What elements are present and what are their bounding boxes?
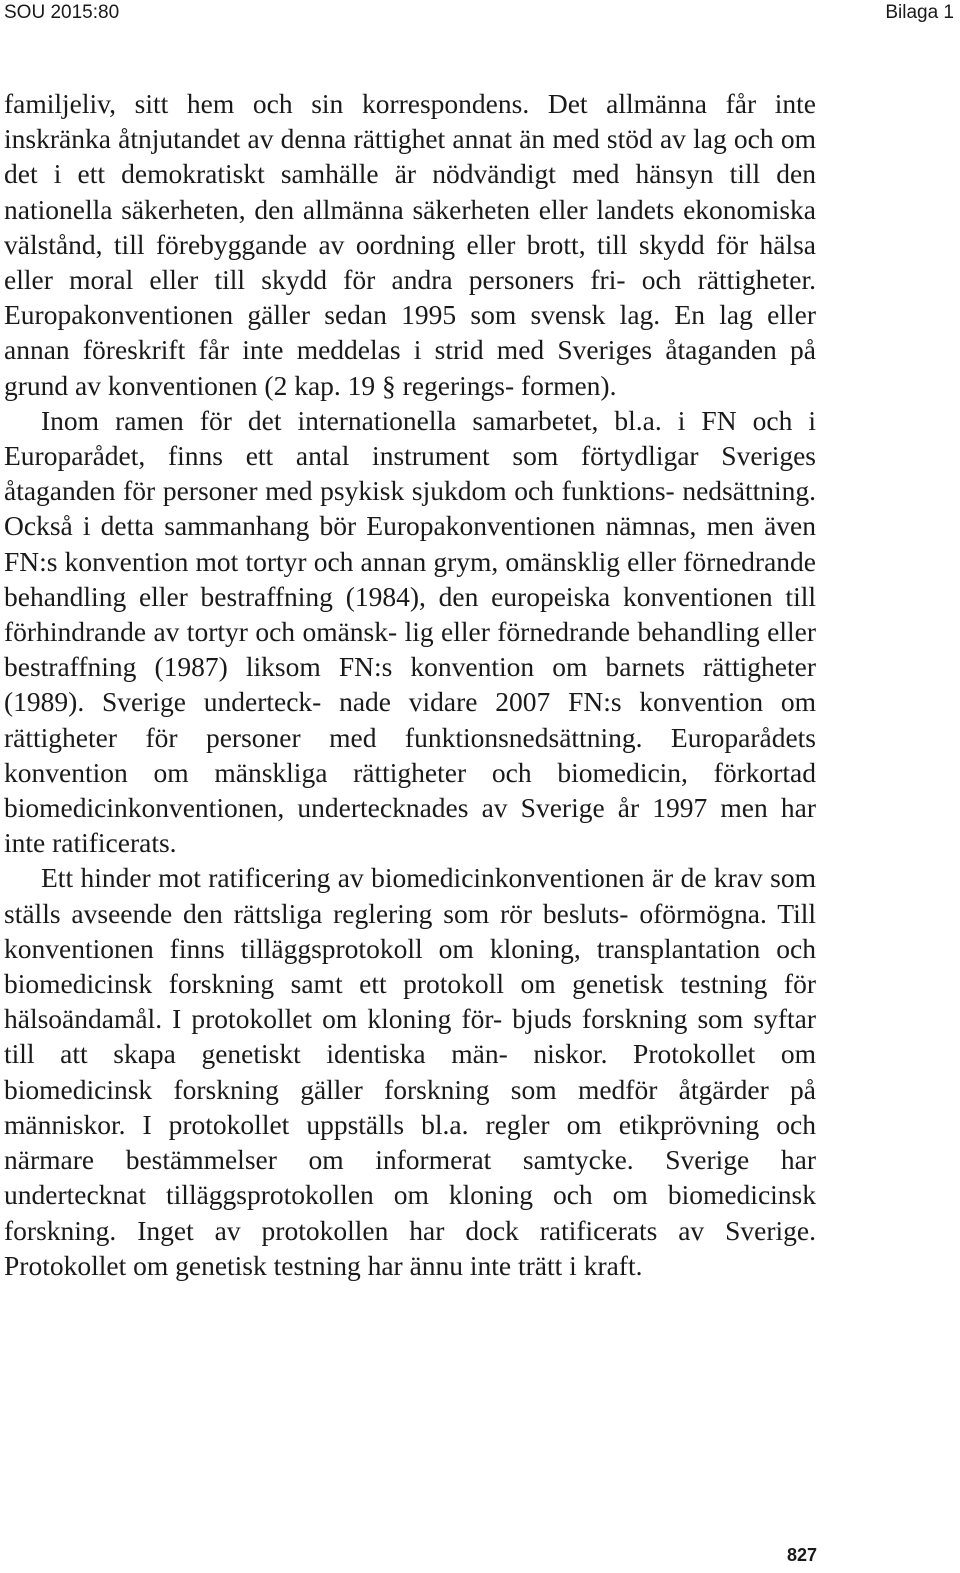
paragraph-3: Ett hinder mot ratificering av biomedicinkonventionen är de krav som ställs avseende den rättsliga reglering som rör besluts- oförmögna. Till konventionen finns tilläggsprotokoll om kloning, transplantation och biomedicinsk forskning samt ett protokoll om genetisk testning för hälsoändamål. I protokollet om kloning för- bjuds forskning som syftar till att skapa genetiskt identiska män- niskor. Protokollet om biomedicinsk forskning gäller forskning som medför åtgärder på människor. I protokollet uppställs bl.a. regler om etikprövning och närmare bestämmelser om informerat samtycke. Sverige har undertecknat tilläggsprotokollen om kloning och om biomedicinsk forskning. Inget av protokollen har dock ratificerats av Sverige. Protokollet om genetisk testning har ännu inte trätt i kraft. bbox=[4, 862, 816, 1281]
body-text bbox=[4, 86, 816, 1283]
paragraph-1: familjeliv, sitt hem och sin korrespondens. Det allmänna får inte inskränka åtnjutandet av denna rättighet annat än med stöd av lag och om det i ett demokratiskt samhälle är nödvändigt med hänsyn till den nationella säkerheten, den allmänna säkerheten eller landets ekonomiska välstånd, till förebyggande av oordning eller brott, till skydd för hälsa eller moral eller till skydd för andra personers fri- och rättigheter. Europakonventionen gäller sedan 1995 som svensk lag. En lag eller annan föreskrift får inte meddelas i strid med Sveriges åtaganden på grund av konventionen (2 kap. 19 § regerings- formen). bbox=[4, 88, 816, 401]
paragraph-2: Inom ramen för det internationella samarbetet, bl.a. i FN och i Europarådet, finns ett antal instrument som förtydligar Sveriges åtaganden för personer med psykisk sjukdom och funktions- nedsättning. Också i detta sammanhang bör Europakonventionen nämnas, men även FN:s konvention mot tortyr och annan grym, omänsklig eller förnedrande behandling eller bestraffning (1984), den europeiska konventionen till förhindrande av tortyr och omänsk- lig eller förnedrande behandling eller bestraffning (1987) liksom FN:s konvention om barnets rättigheter (1989). Sverige underteck- nade vidare 2007 FN:s konvention om rättigheter för personer med funktionsnedsättning. Europarådets konvention om mänskliga rättigheter och biomedicin, förkortad biomedicinkonventionen, undertecknades av Sverige år 1997 men har inte ratificerats. bbox=[4, 404, 816, 859]
page-number: 827 bbox=[786, 1545, 817, 1565]
document-id: SOU 2015:80 bbox=[4, 2, 120, 23]
appendix-label: Bilaga 1 bbox=[885, 2, 954, 23]
